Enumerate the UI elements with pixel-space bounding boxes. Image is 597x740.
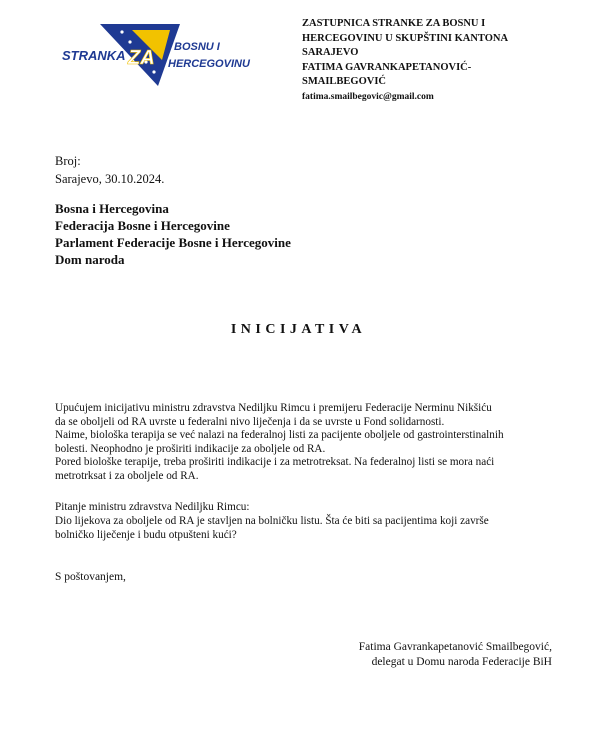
body-line: bolesti. Neophodno je proširiti indikacije za oboljele od RA. [55,442,326,455]
svg-text:STRANKA: STRANKA [62,48,126,63]
question-line: bolničko liječenje i budu otpušteni kući? [55,529,237,541]
recipient-line: Dom naroda [55,252,125,267]
sender-line: HERCEGOVINU U SKUPŠTINI KANTONA [302,32,509,44]
recipient-line: Federacija Bosne i Hercegovine [55,218,230,233]
document-number-label: Broj: [55,154,81,168]
sender-line: FATIMA GAVRANKAPETANOVIĆ- [302,61,472,73]
body-line: da se oboljeli od RA uvrste u federalni nivo liječenja i da se uvrste u Fond solidarnosti. [55,415,445,428]
svg-text:BOSNU I: BOSNU I [174,41,220,53]
recipient-line: Bosna i Hercegovina [55,201,169,216]
document-heading: INICIJATIVA [230,322,367,337]
body-line: Pored biološke terapije, treba proširiti indikacije i za metrotreksat. Na federalnoj listi se mora naći [55,456,495,469]
sender-line: SMAILBEGOVIĆ [302,76,387,87]
place-date: Sarajevo, 30.10.2024. [55,172,165,186]
document-meta [55,152,164,188]
initiative-body [55,402,555,484]
body-line: metrotrksat i za oboljele od RA. [55,469,199,482]
party-logo [62,20,250,90]
closing-salutation: S poštovanjem, [55,571,126,583]
signature-block [359,640,552,670]
svg-text:ZA: ZA [128,47,155,69]
body-line: Naime, biološka terapija se već nalazi na federalnoj listi za pacijente oboljele od gastrointerstinalnih [55,429,504,442]
sender-line: SARAJEVO [302,47,359,58]
recipient-line: Parlament Federacije Bosne i Hercegovine [55,235,291,250]
signature-name: Fatima Gavrankapetanović Smailbegović, [358,641,552,653]
body-line: Upućujem inicijativu ministru zdravstva Nediljku Rimcu i premijeru Federacije Nerminu Nikšiću [55,402,492,414]
question-block [55,500,555,542]
signature-title: delegat u Domu naroda Federacije BiH [371,656,552,668]
svg-text:HERCEGOVINU: HERCEGOVINU [168,58,250,70]
sender-line: ZASTUPNICA STRANKE ZA BOSNU I [302,18,486,29]
party-logo-graphic [62,20,250,90]
question-line: Dio lijekova za oboljele od RA je stavljen na bolničku listu. Šta će biti sa pacijentima koji završe [55,515,489,527]
recipient-block [55,200,291,268]
question-line: Pitanje ministru zdravstva Nediljku Rimcu: [55,501,250,513]
sender-email: fatima.smailbegovic@gmail.com [302,91,434,102]
sender-block [302,17,582,104]
